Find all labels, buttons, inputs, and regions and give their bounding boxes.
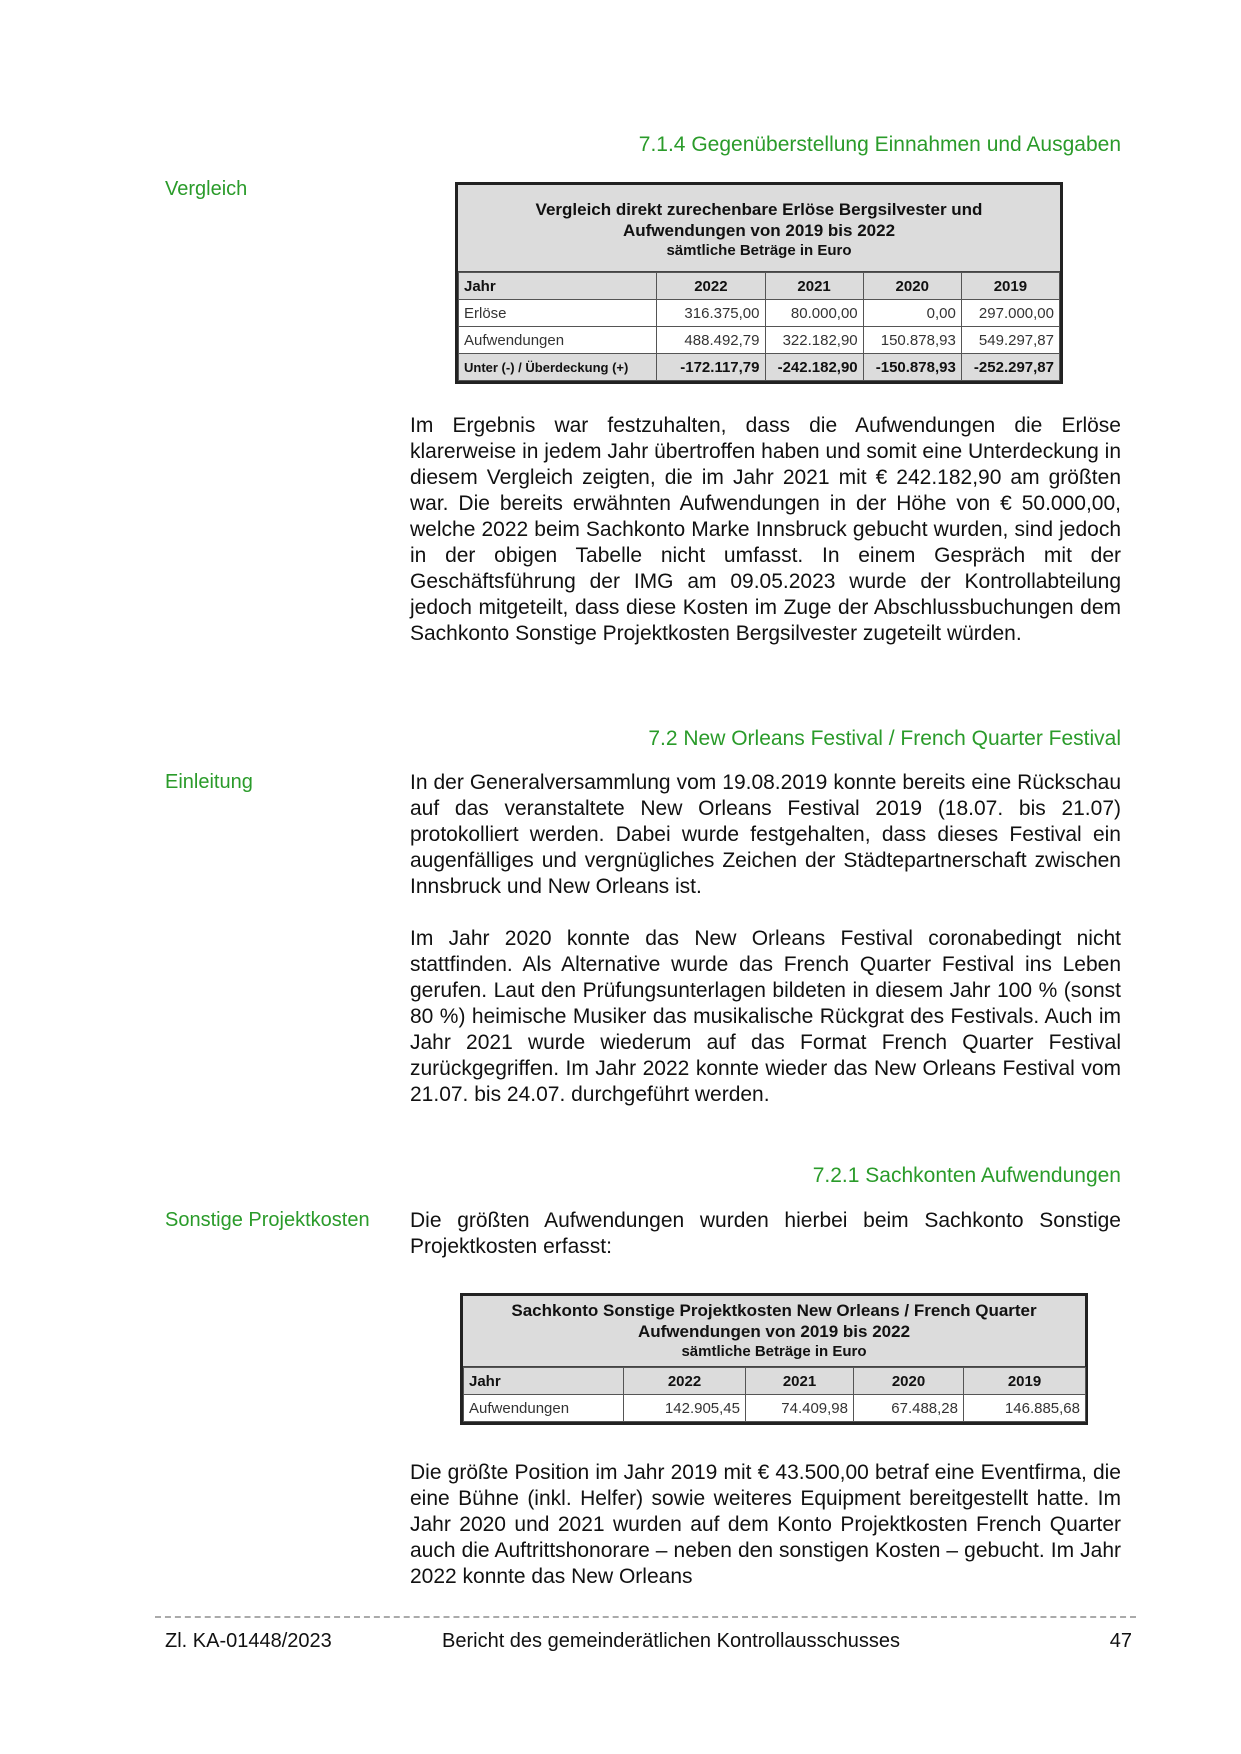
table-cell: 67.488,28 <box>854 1395 964 1422</box>
table-cell: 80.000,00 <box>765 300 863 327</box>
col-header-2020: 2020 <box>854 1368 964 1395</box>
page-number: 47 <box>1109 1630 1132 1652</box>
comparison-table <box>455 182 1063 384</box>
table-cell: 150.878,93 <box>863 327 961 354</box>
table-header-row <box>459 273 1060 300</box>
margin-label-einleitung: Einleitung <box>165 771 253 793</box>
paragraph-expenses-intro <box>410 1208 1121 1260</box>
table-cell: 322.182,90 <box>765 327 863 354</box>
row-label: Unter (-) / Überdeckung (+) <box>459 354 657 381</box>
table-cell: 488.492,79 <box>657 327 765 354</box>
col-header-2022: 2022 <box>657 273 765 300</box>
paragraph-text: Die größte Position im Jahr 2019 mit € 43.500,00 betraf eine Eventfirma, die eine Bühne (inkl. Helfer) sowie weiteres Equipment bereitgestellt hatte. Im Jahr 2020 und 2021 wurden auf dem Konto Projektkosten French Quarter auch die Auftrittshonorare – neben den sonstigen Kosten – gebucht. Im Jahr 2022 konnte das New Orleans <box>410 1461 1121 1588</box>
comparison-table-caption <box>458 185 1060 272</box>
table-title-line1: Sachkonto Sonstige Projektkosten New Orleans / French Quarter <box>511 1301 1037 1320</box>
table-cell: 142.905,45 <box>624 1395 746 1422</box>
table-title-line2: Aufwendungen von 2019 bis 2022 <box>622 221 896 240</box>
table-cell: 146.885,68 <box>964 1395 1086 1422</box>
table-cell: 0,00 <box>863 300 961 327</box>
project-costs-table-caption <box>463 1296 1085 1367</box>
table-cell: -242.182,90 <box>765 354 863 381</box>
table-row <box>464 1395 1086 1422</box>
footer-title: Bericht des gemeinderätlichen Kontrollausschusses <box>442 1630 901 1652</box>
table-cell: 297.000,00 <box>961 300 1059 327</box>
footer-divider <box>155 1616 1136 1618</box>
col-header-2020: 2020 <box>863 273 961 300</box>
col-header-jahr: Jahr <box>464 1368 624 1395</box>
row-label: Aufwendungen <box>464 1395 624 1422</box>
paragraph-text: Im Ergebnis war festzuhalten, dass die Aufwendungen die Erlöse klarerweise in jedem Jahr übertroffen haben und somit eine Unterdeckung in diesem Vergleich zeigten, die im Jahr 2021 mit € 242.182,90 am größten war. Die bereits erwähnten Aufwendungen in der Höhe von € 50.000,00, welche 2022 beim Sachkonto Marke Innsbruck gebucht wurden, sind jedoch in der obigen Tabelle nicht umfasst. In einem Gespräch mit der Geschäftsführung der IMG am 09.05.2023 wurde der Kontrollabteilung jedoch mitgeteilt, dass diese Kosten im Zuge der Abschlussbuchungen dem Sachkonto Sonstige Projektkosten Bergsilvester zugeteilt würden. <box>410 414 1121 645</box>
col-header-2021: 2021 <box>746 1368 854 1395</box>
row-label: Erlöse <box>459 300 657 327</box>
table-cell: 316.375,00 <box>657 300 765 327</box>
paragraph-result <box>410 413 1121 647</box>
paragraph-largest-position <box>410 1460 1121 1590</box>
table-cell: 549.297,87 <box>961 327 1059 354</box>
paragraph-text: In der Generalversammlung vom 19.08.2019 konnte bereits eine Rückschau auf das veranstaltete New Orleans Festival 2019 (18.07. bis 21.07) protokolliert werden. Dabei wurde festgehalten, dass dieses Festival ein augenfälliges und vergnügliches Zeichen der Städtepartnerschaft zwischen Innsbruck und New Orleans ist. <box>410 771 1121 898</box>
section-heading-7-2: 7.2 New Orleans Festival / French Quarter Festival <box>648 727 1121 750</box>
margin-label-vergleich: Vergleich <box>165 178 248 200</box>
row-label: Aufwendungen <box>459 327 657 354</box>
col-header-2019: 2019 <box>961 273 1059 300</box>
section-heading-7-1-4: 7.1.4 Gegenüberstellung Einnahmen und Ausgaben <box>638 133 1121 156</box>
section-heading-7-2-1: 7.2.1 Sachkonten Aufwendungen <box>812 1164 1121 1187</box>
table-title-line3: sämtliche Beträge in Euro <box>681 1343 867 1360</box>
col-header-2021: 2021 <box>765 273 863 300</box>
col-header-jahr: Jahr <box>459 273 657 300</box>
paragraph-text: Die größten Aufwendungen wurden hierbei beim Sachkonto Sonstige Projektkosten erfasst: <box>410 1209 1121 1258</box>
paragraph-festival-history <box>410 926 1121 1108</box>
table-total-row <box>459 354 1060 381</box>
paragraph-introduction <box>410 770 1121 900</box>
table-cell: -150.878,93 <box>863 354 961 381</box>
table-row <box>459 327 1060 354</box>
table-title-line3: sämtliche Beträge in Euro <box>666 242 852 259</box>
table-title-line1: Vergleich direkt zurechenbare Erlöse Bergsilvester und <box>535 200 983 219</box>
col-header-2019: 2019 <box>964 1368 1086 1395</box>
table-row <box>459 300 1060 327</box>
margin-label-sonstige-projektkosten: Sonstige Projektkosten <box>165 1209 370 1231</box>
footer-reference: Zl. KA-01448/2023 <box>165 1630 332 1652</box>
col-header-2022: 2022 <box>624 1368 746 1395</box>
project-costs-table <box>460 1293 1088 1425</box>
table-cell: 74.409,98 <box>746 1395 854 1422</box>
table-cell: -252.297,87 <box>961 354 1059 381</box>
paragraph-text: Im Jahr 2020 konnte das New Orleans Festival coronabedingt nicht stattfinden. Als Alternative wurde das French Quarter Festival ins Leben gerufen. Laut den Prüfungsunterlagen bildeten in diesem Jahr 100 % (sonst 80 %) heimische Musiker das musikalische Rückgrat des Festivals. Auch im Jahr 2021 wurde wiederum auf das Format French Quarter Festival zurückgegriffen. Im Jahr 2022 konnte wieder das New Orleans Festival vom 21.07. bis 24.07. durchgeführt werden. <box>410 927 1121 1106</box>
table-title-line2: Aufwendungen von 2019 bis 2022 <box>637 1322 911 1341</box>
table-header-row <box>464 1368 1086 1395</box>
table-cell: -172.117,79 <box>657 354 765 381</box>
